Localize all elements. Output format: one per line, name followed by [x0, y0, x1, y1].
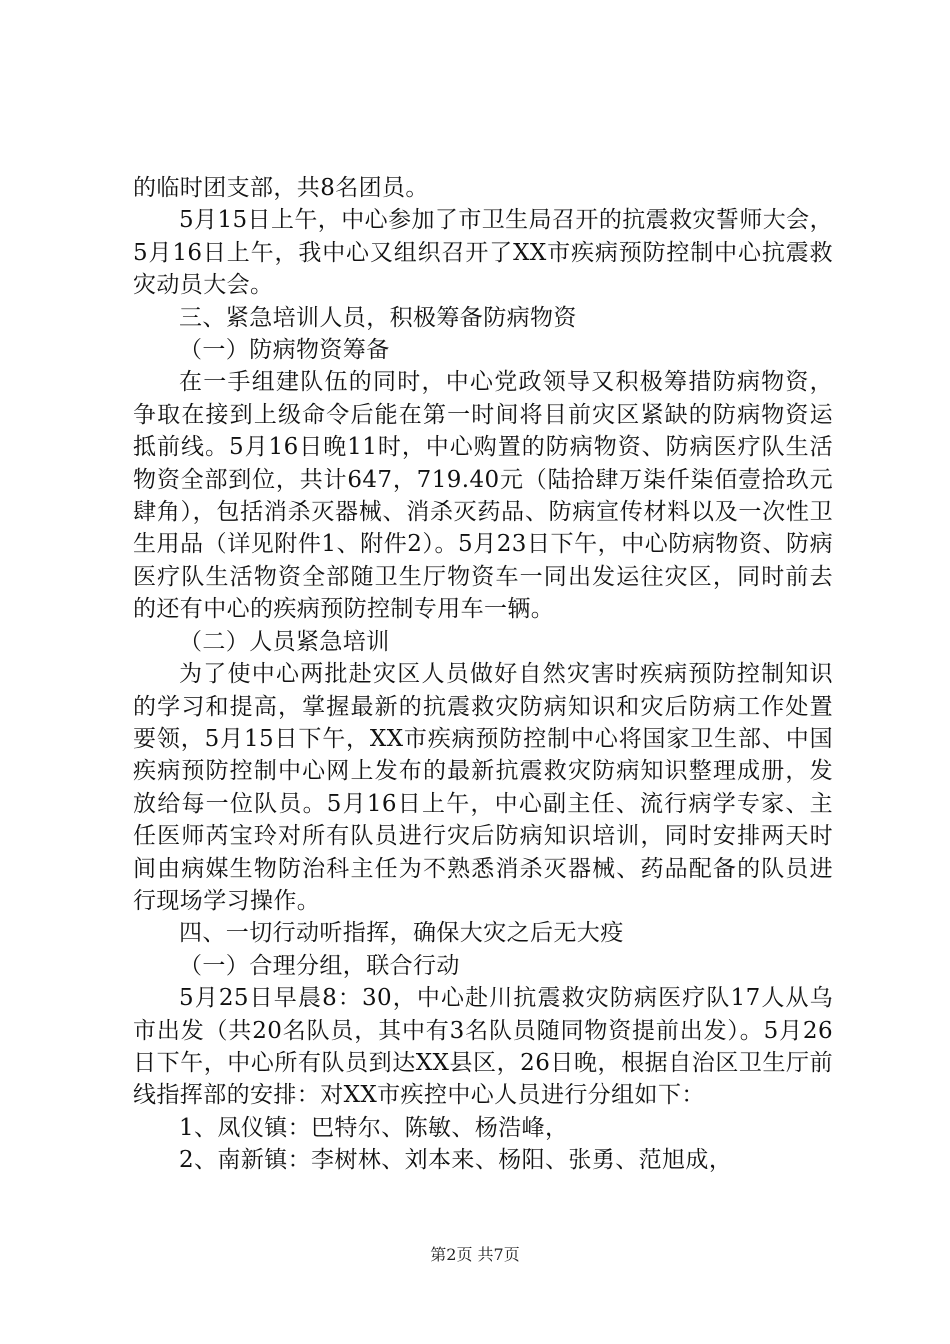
list-item-fengyi: 1、凤仪镇：巴特尔、陈敏、杨浩峰， — [179, 1114, 569, 1141]
section-heading-training-supplies: 三、紧急培训人员，积极筹备防病物资 — [179, 304, 577, 331]
paragraph-departure: 5月25日早晨8：30，中心赴川抗震救灾防病医疗队17人从乌市出发（共20名队员，其中有3名队员随同物资提前出发）。5月26日下午，中心所有队员到达XX县区，26日晚，根据自治区卫生厅前线指挥部的安排：对XX市疾控中心人员进行分组如下： — [133, 985, 833, 1109]
page-footer: 第2页 共7页 — [430, 1245, 520, 1264]
paragraph-training: 为了使中心两批赴灾区人员做好自然灾害时疾病预防控制知识的学习和提高，掌握最新的抗震救灾防病知识和灾后防病工作处置要领，5月15日下午，XX市疾病预防控制中心将国家卫生部、中国疾病预防控制中心网上发布的最新抗震救灾防病知识整理成册，发放给每一位队员。5月16日上午，中心副主任、流行病学专家、主任医师芮宝玲对所有队员进行灾后防病知识培训，同时安排两天时间由病媒生物防治科主任为不熟悉消杀灭器械、药品配备的队员进行现场学习操作。 — [133, 661, 833, 914]
subheading-supplies: （一）防病物资筹备 — [179, 337, 390, 364]
section-heading-command: 四、一切行动听指挥，确保大灾之后无大疫 — [179, 920, 624, 947]
paragraph-mobilization-meetings: 5月15日上午，中心参加了市卫生局召开的抗震救灾誓师大会，5月16日上午，我中心又组织召开了XX市疾病预防控制中心抗震救灾动员大会。 — [133, 207, 833, 299]
paragraph-continuation: 的临时团支部，共8名团员。 — [133, 175, 429, 201]
subheading-grouping: （一）合理分组，联合行动 — [179, 952, 460, 979]
list-item-nanxin: 2、南新镇：李树林、刘本来、杨阳、张勇、范旭成， — [179, 1147, 733, 1174]
subheading-training: （二）人员紧急培训 — [179, 628, 390, 655]
paragraph-supplies: 在一手组建队伍的同时，中心党政领导又积极筹措防病物资，争取在接到上级命令后能在第一时间将目前灾区紧缺的防病物资运抵前线。5月16日晚11时，中心购置的防病物资、防病医疗队生活物资全部到位，共计647，719.40元（陆拾肆万柒仟柒佰壹拾玖元肆角），包括消杀灭器械、消杀灭药品、防病宣传材料以及一次性卫生用品（详见附件1、附件2）。5月23日下午，中心防病物资、防病医疗队生活物资全部随卫生厅物资车一同出发运往灾区，同时前去的还有中心的疾病预防控制专用车一辆。 — [133, 369, 833, 623]
document-body — [133, 172, 833, 1177]
